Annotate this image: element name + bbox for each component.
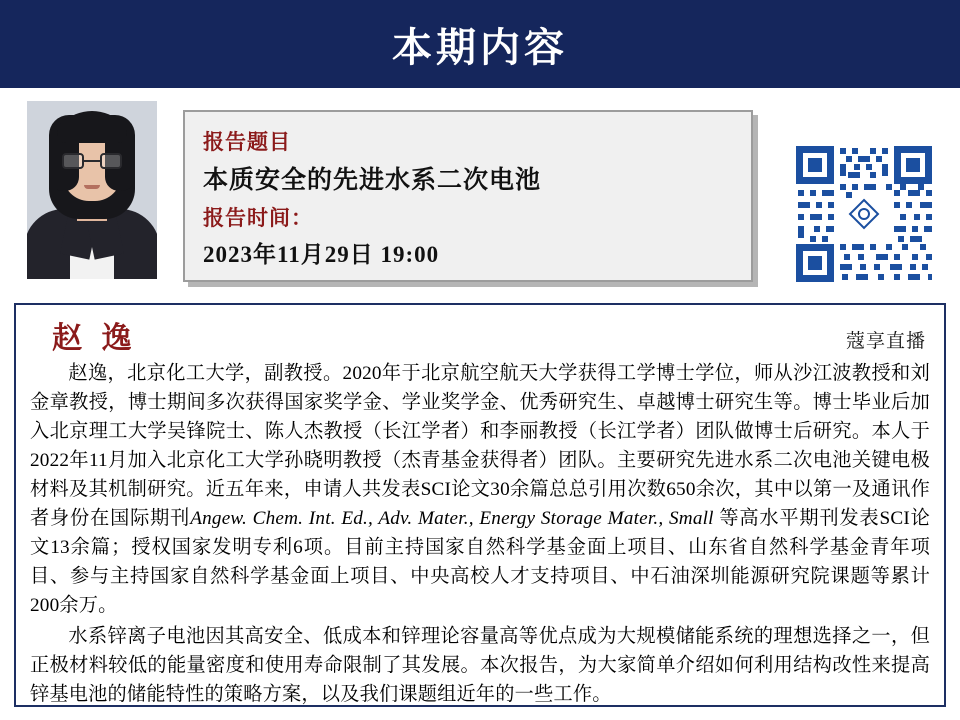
qr-code-icon [790,140,938,288]
time-value: 2023年11月29日 19:00 [203,242,440,267]
brand-label: 蔻享直播 [845,331,926,352]
bio-p1-part-a: 赵逸，北京化工大学，副教授。2020年于北京航空航天大学获得工学博士学位，师从沙江波教授和刘金章教授，博士期间多次获得国家奖学金、学业奖学金、优秀研究生、卓越博士研究生等。博士毕业后加入北京理工大学吴锋院士、陈人杰教授（长江学者）和李丽教授（长江学者）团队做博士后研究。本人于2022年11月加入北京化工大学孙晓明教授（杰青基金获得者）团队。主要研究先进水系二次电池关键电极材料及其机制研究。近五年来，申请人共发表SCI论文30余篇总总引用次数650余次，其中以第一及通讯作者身份在国际期刊 [30,363,930,529]
bio-header [30,313,930,359]
topic-label: 报告题目 [203,130,291,154]
speaker-name: 赵 逸 [52,322,138,355]
bio-p1-part-b: 等高水平期刊发表SCI论文13余篇；授权国家发明专利6项。目前主持国家自然科学基金面上项目、山东省自然科学基金青年项目、参与主持国家自然科学基金面上项目、中央高校人才支持项目、中石油深圳能源研究院课题等累计200余万。 [30,508,930,616]
speaker-section [0,88,960,300]
speaker-bio-panel [14,303,946,707]
qr-code[interactable] [790,140,938,288]
bio-paragraph-1 [30,359,930,620]
glasses-icon [62,153,122,169]
header-banner [0,0,960,88]
page-title: 本期内容 [392,24,568,70]
topic-value: 本质安全的先进水系二次电池 [203,167,542,194]
talk-info-card [183,110,753,282]
bio-paragraph-2: 水系锌离子电池因其高安全、低成本和锌理论容量高等优点成为大规模储能系统的理想选择之一，但正极材料较低的能量密度和使用寿命限制了其发展。本次报告，为大家简单介绍如何利用结构改性来提高锌基电池的储能特性的策略方案，以及我们课题组近年的一些工作。 [30,626,930,705]
bio-p1-journals: Angew. Chem. Int. Ed., Adv. Mater., Energy Storage Mater., Small [190,508,714,529]
time-label: 报告时间： [203,206,313,230]
speaker-portrait [27,101,157,279]
